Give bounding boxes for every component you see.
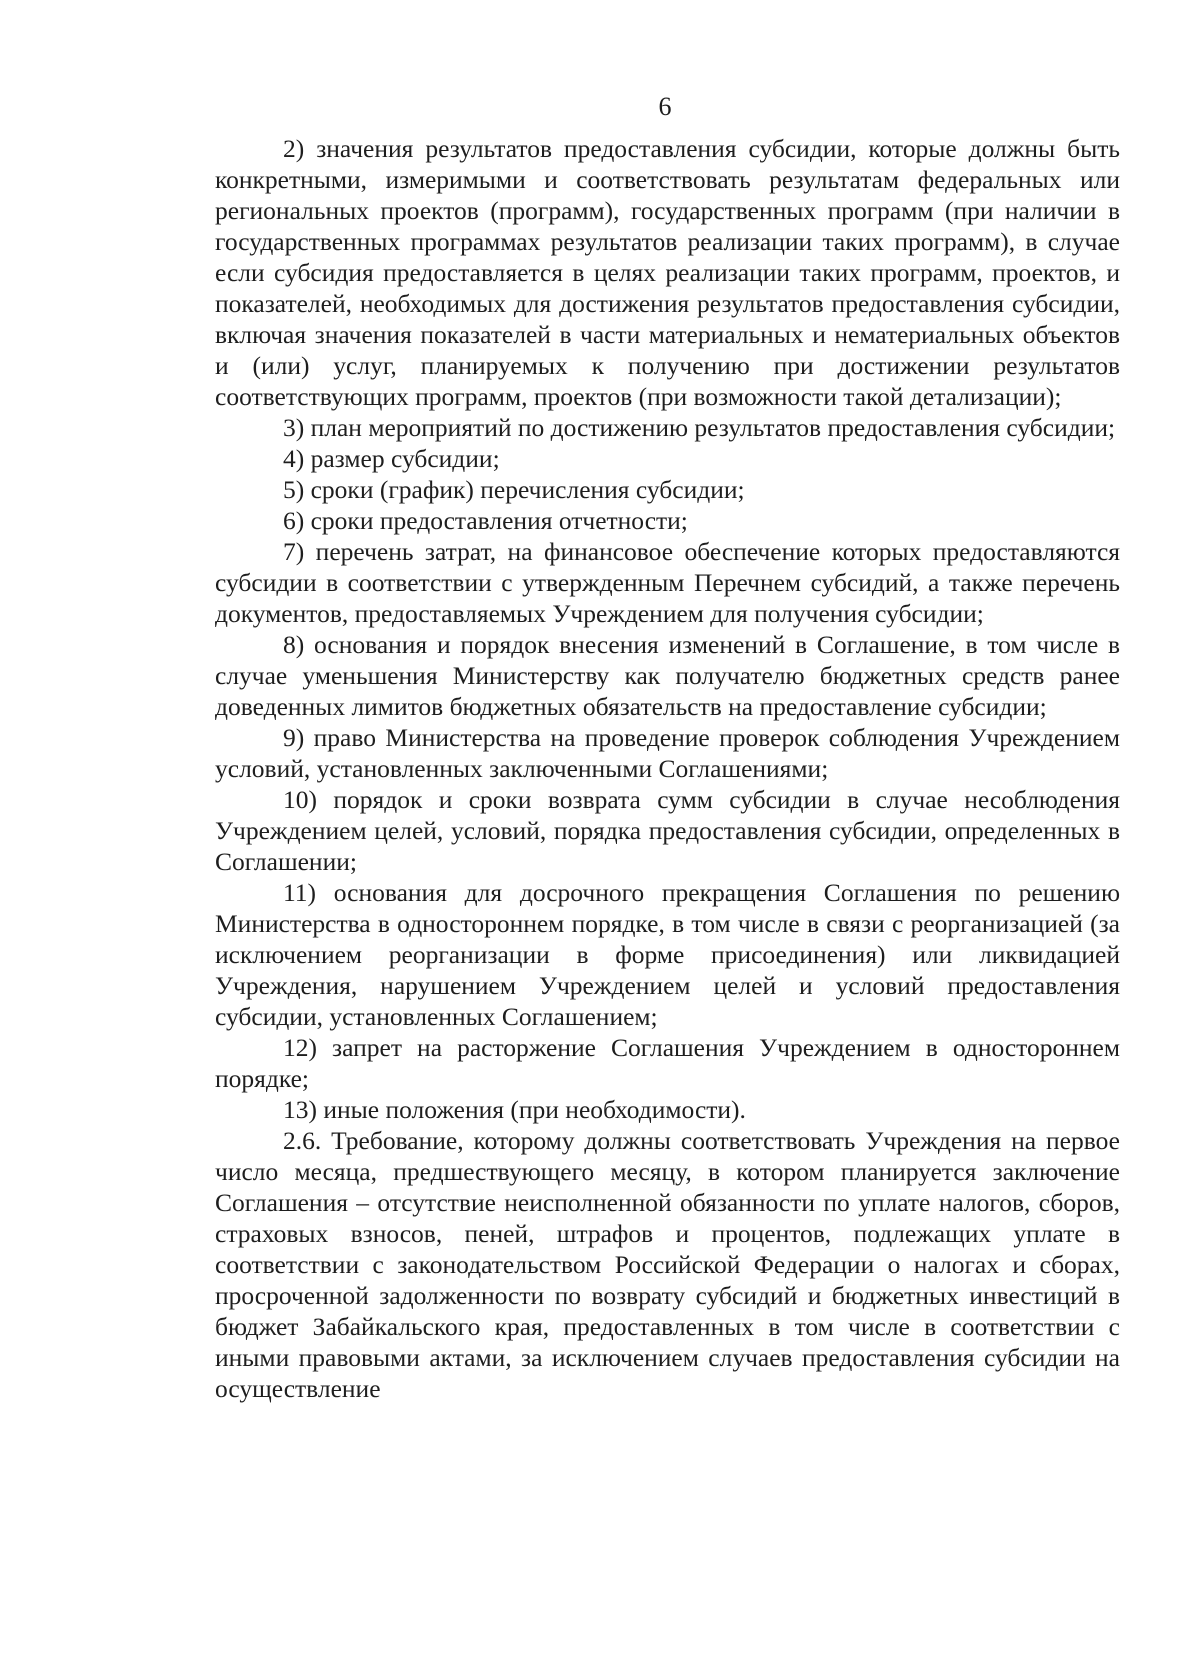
paragraph-item-10: 10) порядок и сроки возврата сумм субсидии в случае несоблюдения Учреждением целей, условий, порядка предоставления субсидии, определенных в Соглашении; [215, 785, 1120, 876]
paragraph-item-11: 11) основания для досрочного прекращения Соглашения по решению Министерства в одностороннем порядке, в том числе в связи с реорганизацией (за исключением реорганизации в форме присоединения) или ликвидацией Учреждения, нарушением Учреждением целей и условий предоставления субсидии, установленных Соглашением; [215, 878, 1120, 1031]
paragraph-item-6: 6) сроки предоставления отчетности; [283, 506, 688, 535]
paragraph-item-3: 3) план мероприятий по достижению результатов предоставления субсидии; [283, 413, 1116, 442]
paragraph-item-7: 7) перечень затрат, на финансовое обеспечение которых предоставляются субсидии в соответствии с утвержденным Перечнем субсидий, а также перечень документов, предоставляемых Учреждением для получения субсидии; [215, 537, 1120, 628]
paragraph-section-2-6: 2.6. Требование, которому должны соответствовать Учреждения на первое число месяца, предшествующего месяцу, в котором планируется заключение Соглашения – отсутствие неисполненной обязанности по уплате налогов, сборов, страховых взносов, пеней, штрафов и процентов, подлежащих уплате в соответствии с законодательством Российской Федерации о налогах и сборах, просроченной задолженности по возврату субсидий и бюджетных инвестиций в бюджет Забайкальского края, предоставленных в том числе в соответствии с иными правовыми актами, за исключением случаев предоставления субсидии на осуществление [215, 1126, 1120, 1403]
page-number: 6 [658, 92, 672, 121]
paragraph-item-5: 5) сроки (график) перечисления субсидии; [283, 475, 745, 504]
paragraph-item-4: 4) размер субсидии; [283, 444, 500, 473]
document-body [215, 133, 1120, 1404]
paragraph-item-8: 8) основания и порядок внесения изменений в Соглашение, в том числе в случае уменьшения Министерству как получателю бюджетных средств ранее доведенных лимитов бюджетных обязательств на предоставление субсидии; [215, 630, 1120, 721]
paragraph-item-9: 9) право Министерства на проведение проверок соблюдения Учреждением условий, установленных заключенными Соглашениями; [215, 723, 1120, 783]
paragraph-item-2: 2) значения результатов предоставления субсидии, которые должны быть конкретными, измеримыми и соответствовать результатам федеральных или региональных проектов (программ), государственных программ (при наличии в государственных программах результатов реализации таких программ), в случае если субсидия предоставляется в целях реализации таких программ, проектов, и показателей, необходимых для достижения результатов предоставления субсидии, включая значения показателей в части материальных и нематериальных объектов и (или) услуг, планируемых к получению при достижении результатов соответствующих программ, проектов (при возможности такой детализации); [215, 134, 1120, 411]
paragraph-item-12: 12) запрет на расторжение Соглашения Учреждением в одностороннем порядке; [215, 1033, 1120, 1093]
paragraph-item-13: 13) иные положения (при необходимости). [283, 1095, 746, 1124]
